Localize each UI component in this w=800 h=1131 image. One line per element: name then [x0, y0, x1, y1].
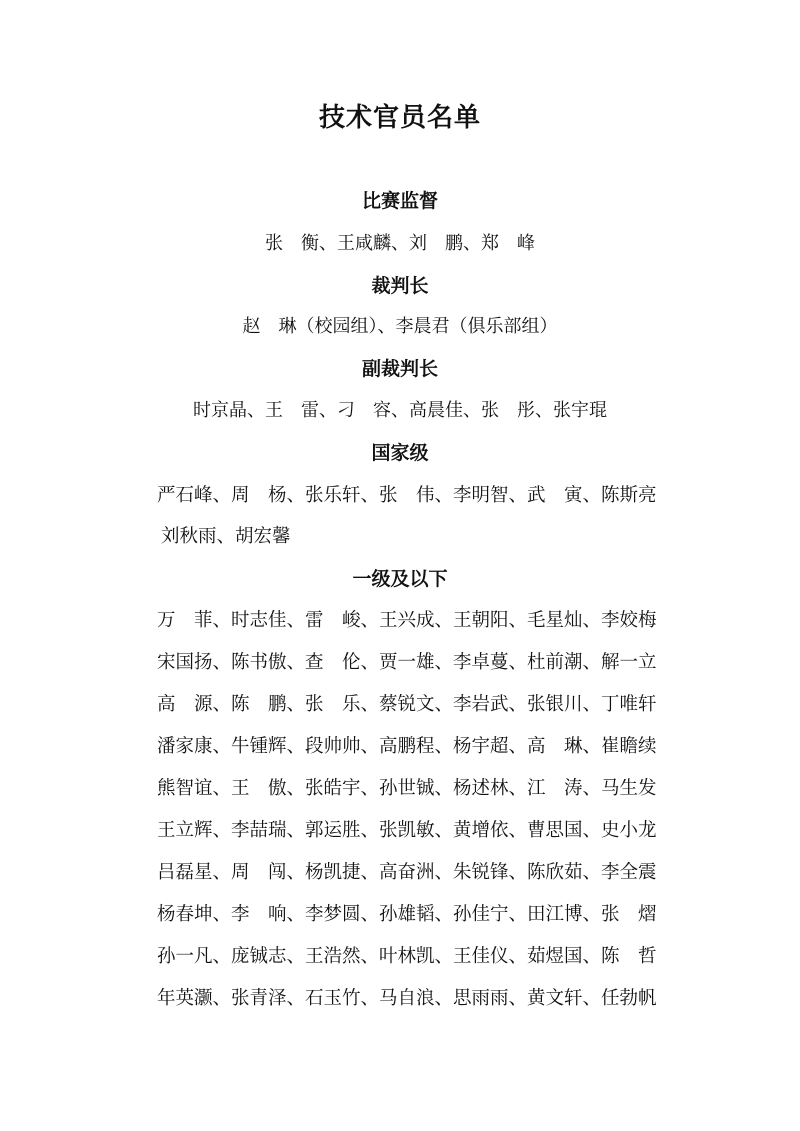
section-heading-chief-referee: 裁判长	[371, 275, 429, 297]
section-heading-national-level: 国家级	[371, 442, 429, 464]
chief-referee-names: 赵 琳（校园组）、李晨君（俱乐部组）	[242, 316, 558, 337]
level-one-names-line: 万 菲、时志佳、雷 峻、王兴成、王朝阳、毛星灿、李姣梅	[157, 610, 657, 631]
page-title: 技术官员名单	[318, 103, 481, 133]
level-one-names-line: 王立辉、李喆瑞、郭运胜、张凯敏、黄增依、曹思国、史小龙	[157, 820, 657, 841]
level-one-names-line: 杨春坤、李 响、李梦圆、孙雄韬、孙佳宁、田江博、张 熠	[157, 904, 657, 925]
deputy-chief-referee-names: 时京晶、王 雷、刁 容、高晨佳、张 彤、张宇琨	[193, 400, 607, 421]
level-one-names-line: 宋国扬、陈书傲、查 伦、贾一雄、李卓蔓、杜前潮、解一立	[157, 652, 657, 673]
level-one-names-line: 吕磊星、周 闯、杨凯捷、高奋洲、朱锐锋、陈欣茹、李全震	[157, 862, 657, 883]
national-level-names-line: 严石峰、周 杨、张乐轩、张 伟、李明智、武 寅、陈斯亮	[157, 485, 657, 506]
level-one-names-line: 高 源、陈 鹏、张 乐、蔡锐文、李岩武、张银川、丁唯轩	[157, 694, 657, 715]
level-one-names-line: 熊智谊、王 傲、张皓宇、孙世铖、杨述林、江 涛、马生发	[157, 778, 657, 799]
national-level-names-line: 刘秋雨、胡宏馨	[161, 526, 291, 547]
level-one-names-line: 孙一凡、庞铖志、王浩然、叶林凯、王佳仪、茹煜国、陈 哲	[157, 946, 657, 967]
section-heading-deputy-chief-referee: 副裁判长	[361, 358, 438, 380]
level-one-names-line: 年英灏、张青泽、石玉竹、马自浪、思雨雨、黄文轩、任勃帆	[157, 988, 657, 1009]
level-one-names-line: 潘家康、牛锺辉、段帅帅、高鹏程、杨宇超、高 琳、崔瞻续	[157, 736, 657, 757]
match-supervisor-names: 张 衡、王咸麟、刘 鹏、郑 峰	[265, 233, 535, 254]
section-heading-match-supervisor: 比赛监督	[361, 190, 438, 212]
section-heading-level-one-and-below: 一级及以下	[352, 568, 448, 590]
